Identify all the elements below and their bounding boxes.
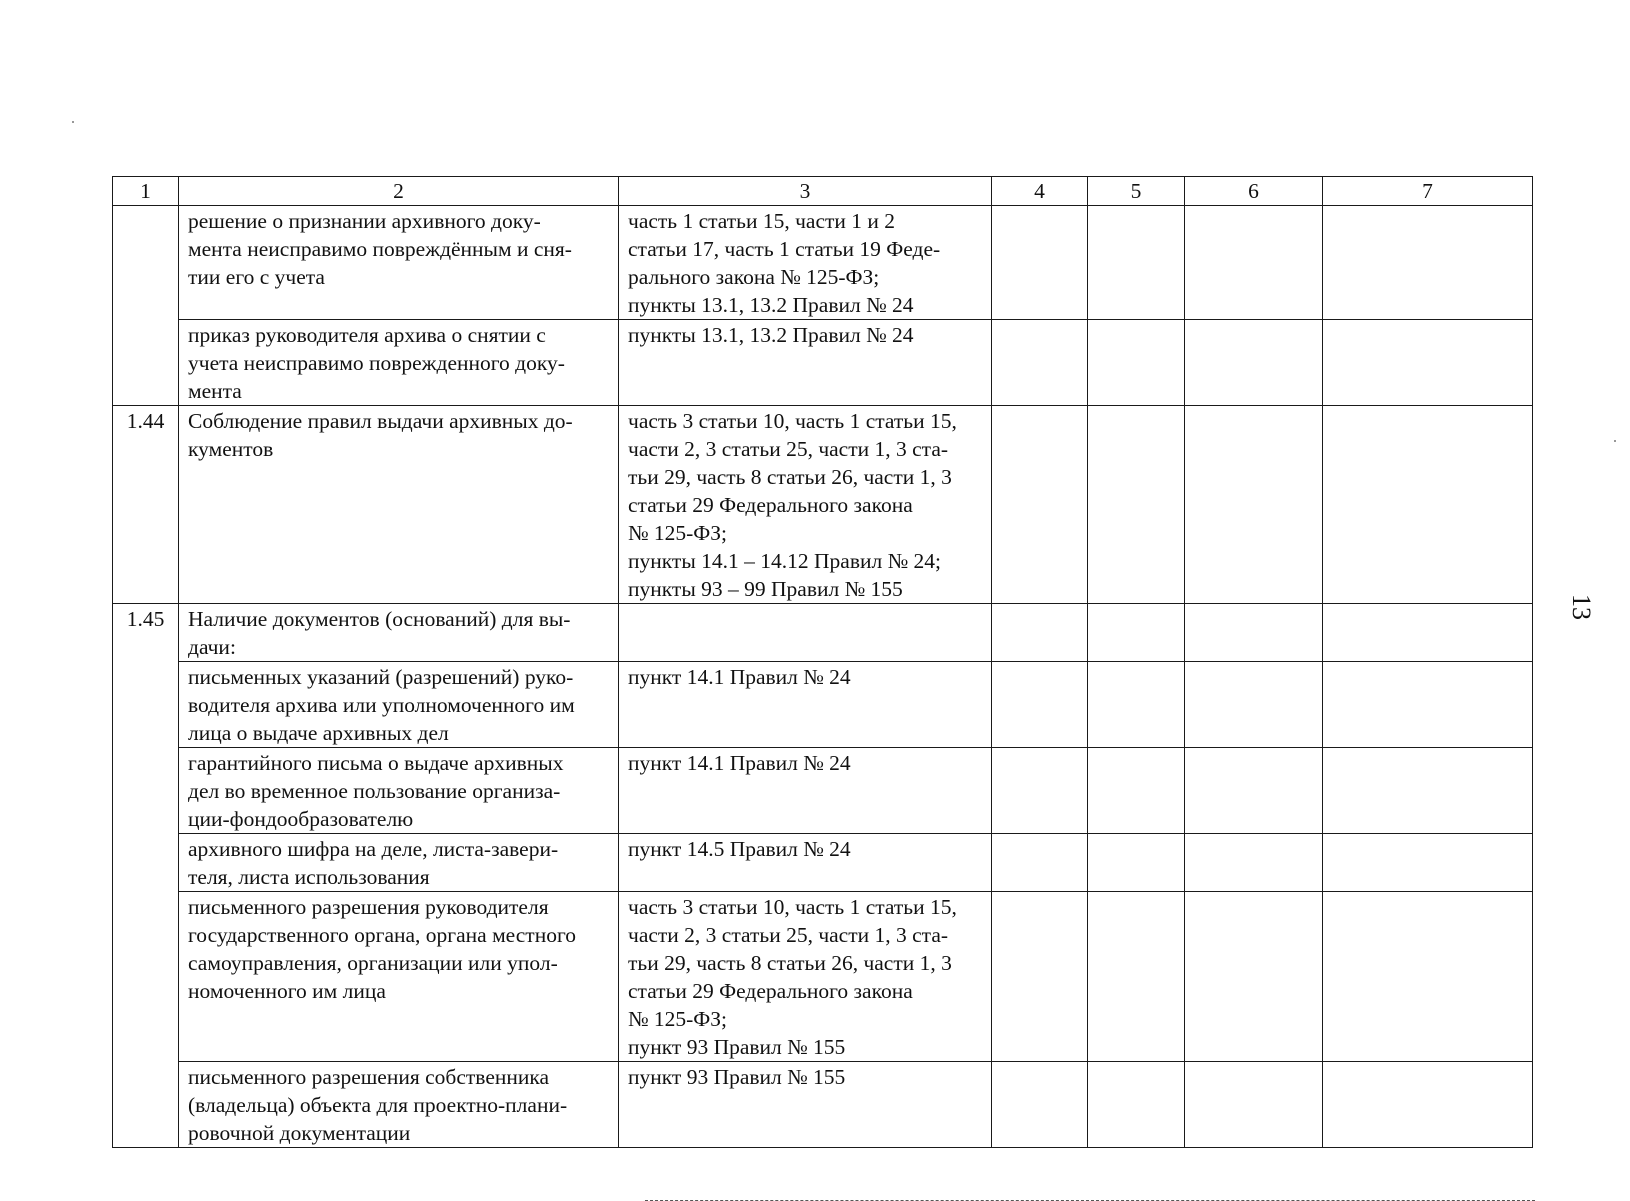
legal-reference: [619, 662, 992, 748]
requirement-text: [179, 748, 619, 834]
reference-line: части 2, 3 статьи 25, части 1, 3 ста-: [628, 437, 949, 461]
reference-line: части 2, 3 статьи 25, части 1, 3 ста-: [628, 923, 949, 947]
empty-cell-col-6: [1185, 748, 1323, 834]
reference-line: № 125-ФЗ;: [628, 521, 728, 545]
header-cell-4: 4: [992, 177, 1088, 206]
empty-cell-col-4: [992, 320, 1088, 406]
requirement-line: письменного разрешения собственника: [188, 1065, 550, 1089]
requirement-line: дачи:: [188, 635, 236, 659]
reference-line: пункты 14.1 – 14.12 Правил № 24;: [628, 549, 941, 573]
reference-line: тьи 29, часть 8 статьи 26, части 1, 3: [628, 465, 952, 489]
empty-cell-col-6: [1185, 1062, 1323, 1148]
legal-reference: [619, 206, 992, 320]
table-row: [113, 662, 1533, 748]
reference-line: пункт 14.1 Правил № 24: [628, 751, 851, 775]
empty-cell-col-7: [1323, 748, 1533, 834]
empty-cell-col-5: [1088, 604, 1185, 662]
reference-line: статьи 17, часть 1 статьи 19 Феде-: [628, 237, 941, 261]
legal-reference: [619, 892, 992, 1062]
requirement-text: [179, 604, 619, 662]
requirements-table: [112, 176, 1533, 1148]
empty-cell-col-5: [1088, 662, 1185, 748]
reference-line: часть 3 статьи 10, часть 1 статьи 15,: [628, 895, 957, 919]
requirement-text: [179, 320, 619, 406]
requirement-text: [179, 662, 619, 748]
reference-line: пункты 13.1, 13.2 Правил № 24: [628, 293, 914, 317]
reference-line: статьи 29 Федерального закона: [628, 979, 913, 1003]
table-row: [113, 604, 1533, 662]
empty-cell-col-4: [992, 604, 1088, 662]
reference-line: пункт 93 Правил № 155: [628, 1035, 846, 1059]
table-row: [113, 1062, 1533, 1148]
requirement-line: тии его с учета: [188, 265, 325, 289]
requirement-text: [179, 892, 619, 1062]
reference-line: часть 3 статьи 10, часть 1 статьи 15,: [628, 409, 957, 433]
reference-line: пункт 93 Правил № 155: [628, 1065, 846, 1089]
empty-cell-col-4: [992, 748, 1088, 834]
requirement-text: [179, 206, 619, 320]
reference-line: № 125-ФЗ;: [628, 1007, 728, 1031]
empty-cell-col-7: [1323, 406, 1533, 604]
reference-line: пункты 13.1, 13.2 Правил № 24: [628, 323, 914, 347]
table-row: [113, 834, 1533, 892]
reference-line: тьи 29, часть 8 статьи 26, части 1, 3: [628, 951, 952, 975]
legal-reference: [619, 748, 992, 834]
requirement-line: дел во временное пользование организа-: [188, 779, 561, 803]
requirement-line: решение о признании архивного доку-: [188, 209, 541, 233]
empty-cell-col-6: [1185, 320, 1323, 406]
empty-cell-col-6: [1185, 834, 1323, 892]
empty-cell-col-5: [1088, 748, 1185, 834]
empty-cell-col-6: [1185, 206, 1323, 320]
header-cell-5: 5: [1088, 177, 1185, 206]
reference-line: пункты 93 – 99 Правил № 155: [628, 577, 903, 601]
requirement-text: [179, 834, 619, 892]
header-cell-1: 1: [113, 177, 179, 206]
empty-cell-col-7: [1323, 320, 1533, 406]
scan-speck: [72, 121, 74, 123]
empty-cell-col-5: [1088, 1062, 1185, 1148]
header-cell-3: 3: [619, 177, 992, 206]
header-cell-2: 2: [179, 177, 619, 206]
requirement-line: самоуправления, организации или упол-: [188, 951, 558, 975]
requirement-line: ции-фондообразователю: [188, 807, 414, 831]
legal-reference: [619, 1062, 992, 1148]
reference-line: статьи 29 Федерального закона: [628, 493, 913, 517]
empty-cell-col-5: [1088, 834, 1185, 892]
requirement-line: письменных указаний (разрешений) руко-: [188, 665, 574, 689]
requirement-line: номоченного им лица: [188, 979, 386, 1003]
empty-cell-col-5: [1088, 406, 1185, 604]
reference-line: пункт 14.5 Правил № 24: [628, 837, 851, 861]
table-row: [113, 892, 1533, 1062]
header-row: [113, 177, 1533, 206]
empty-cell-col-5: [1088, 892, 1185, 1062]
requirement-line: кументов: [188, 437, 274, 461]
requirement-line: мента: [188, 379, 242, 403]
empty-cell-col-4: [992, 892, 1088, 1062]
empty-cell-col-4: [992, 406, 1088, 604]
empty-cell-col-5: [1088, 320, 1185, 406]
empty-cell-col-4: [992, 662, 1088, 748]
table-row: [113, 748, 1533, 834]
empty-cell-col-7: [1323, 604, 1533, 662]
table-row: [113, 206, 1533, 320]
table-row: [113, 406, 1533, 604]
empty-cell-col-7: [1323, 834, 1533, 892]
empty-cell-col-6: [1185, 604, 1323, 662]
item-number: [113, 206, 179, 406]
empty-cell-col-7: [1323, 662, 1533, 748]
page-number: 13: [1567, 594, 1596, 620]
scan-speck: [1614, 440, 1616, 442]
item-number: 1.45: [113, 604, 179, 1148]
requirement-line: государственного органа, органа местного: [188, 923, 576, 947]
legal-reference: [619, 406, 992, 604]
reference-line: часть 1 статьи 15, части 1 и 2: [628, 209, 896, 233]
empty-cell-col-4: [992, 206, 1088, 320]
table-row: [113, 320, 1533, 406]
requirement-line: приказ руководителя архива о снятии с: [188, 323, 546, 347]
empty-cell-col-7: [1323, 1062, 1533, 1148]
requirement-line: Соблюдение правил выдачи архивных до-: [188, 409, 573, 433]
empty-cell-col-4: [992, 1062, 1088, 1148]
legal-reference: [619, 834, 992, 892]
empty-cell-col-6: [1185, 406, 1323, 604]
requirement-text: [179, 406, 619, 604]
requirement-line: Наличие документов (оснований) для вы-: [188, 607, 571, 631]
empty-cell-col-5: [1088, 206, 1185, 320]
requirement-line: ровочной документации: [188, 1121, 411, 1145]
requirement-line: письменного разрешения руководителя: [188, 895, 549, 919]
requirement-line: (владельца) объекта для проектно-плани-: [188, 1093, 568, 1117]
empty-cell-col-6: [1185, 892, 1323, 1062]
reference-line: пункт 14.1 Правил № 24: [628, 665, 851, 689]
empty-cell-col-7: [1323, 206, 1533, 320]
empty-cell-col-4: [992, 834, 1088, 892]
requirement-line: теля, листа использования: [188, 865, 430, 889]
legal-reference: [619, 604, 992, 662]
requirement-line: гарантийного письма о выдаче архивных: [188, 751, 564, 775]
requirement-text: [179, 1062, 619, 1148]
requirement-line: лица о выдаче архивных дел: [188, 721, 449, 745]
header-cell-6: 6: [1185, 177, 1323, 206]
item-number: 1.44: [113, 406, 179, 604]
requirement-line: водителя архива или уполномоченного им: [188, 693, 575, 717]
requirement-line: архивного шифра на деле, листа-завери-: [188, 837, 559, 861]
table-body: [113, 177, 1533, 1148]
reference-line: рального закона № 125-ФЗ;: [628, 265, 880, 289]
requirement-line: учета неисправимо поврежденного доку-: [188, 351, 565, 375]
header-cell-7: 7: [1323, 177, 1533, 206]
legal-reference: [619, 320, 992, 406]
empty-cell-col-7: [1323, 892, 1533, 1062]
empty-cell-col-6: [1185, 662, 1323, 748]
requirement-line: мента неисправимо повреждённым и сня-: [188, 237, 572, 261]
